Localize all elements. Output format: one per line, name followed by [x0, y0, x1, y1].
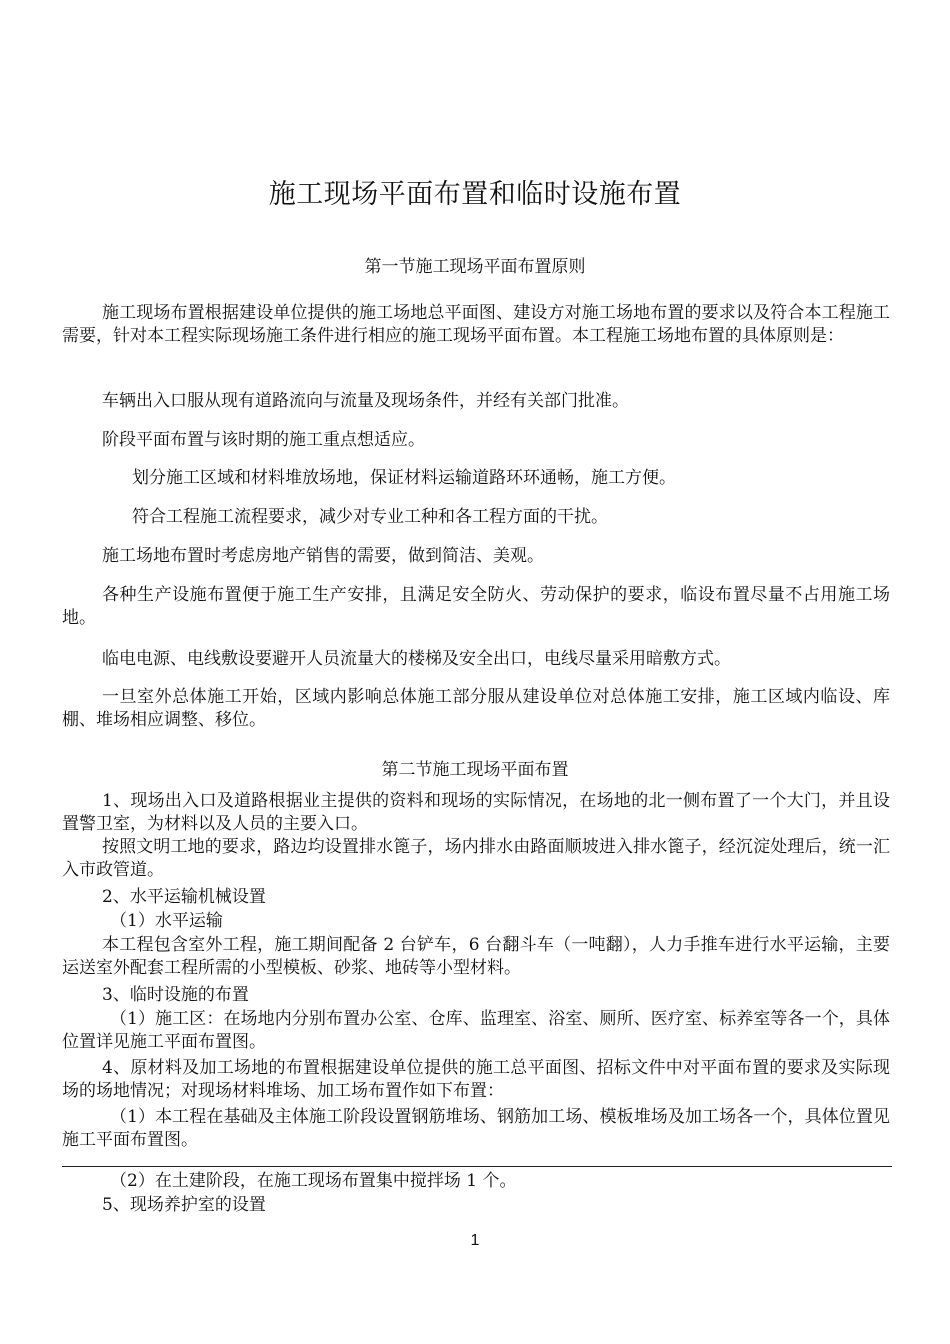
- paragraph: （1）本工程在基础及主体施工阶段设置钢筋堆场、钢筋加工场、模板堆场及加工场各一个，具体位置见施工平面布置图。: [62, 1107, 890, 1150]
- document-title: 施工现场平面布置和临时设施布置: [268, 179, 682, 210]
- paragraph: 施工现场布置根据建设单位提供的施工场地总平面图、建设方对施工场地布置的要求以及符合本工程施工需要，针对本工程实际现场施工条件进行相应的施工现场平面布置。本工程施工场地布置的具体原则是：: [62, 303, 890, 346]
- page-divider: [62, 1166, 892, 1167]
- paragraph: （2）在土建阶段，在施工现场布置集中搅拌场 1 个。: [110, 1171, 517, 1191]
- paragraph: 符合工程施工流程要求，减少对专业工种和各工程方面的干扰。: [132, 507, 608, 527]
- paragraph: 划分施工区域和材料堆放场地，保证材料运输道路环环通畅，施工方便。: [132, 468, 676, 488]
- paragraph: 4、原材料及加工场地的布置根据建设单位提供的施工总平面图、招标文件中对平面布置的要求及实际现场的场地情况；对现场材料堆场、加工场布置作如下布置：: [62, 1058, 890, 1101]
- paragraph: 一旦室外总体施工开始，区域内影响总体施工部分服从建设单位对总体施工安排，施工区域内临设、库棚、堆场相应调整、移位。: [62, 687, 890, 730]
- paragraph: 2、水平运输机械设置: [102, 887, 266, 907]
- paragraph: （1）水平运输: [110, 911, 223, 931]
- section-heading-2: 第二节施工现场平面布置: [381, 760, 569, 780]
- section-heading-1: 第一节施工现场平面布置原则: [364, 257, 586, 277]
- paragraph: 施工场地布置时考虑房地产销售的需要，做到简洁、美观。: [102, 546, 544, 566]
- paragraph: （1）施工区：在场地内分别布置办公室、仓库、监理室、浴室、厕所、医疗室、标养室等各一个，具体位置详见施工平面布置图。: [62, 1009, 890, 1052]
- paragraph: 临电电源、电线敷设要避开人员流量大的楼梯及安全出口，电线尽量采用暗敷方式。: [102, 649, 731, 669]
- paragraph: 本工程包含室外工程，施工期间配备 2 台铲车，6 台翻斗车（一吨翻），人力手推车进行水平运输，主要运送室外配套工程所需的小型模板、砂浆、地砖等小型材料。: [62, 935, 890, 978]
- paragraph: 车辆出入口服从现有道路流向与流量及现场条件，并经有关部门批准。: [102, 391, 629, 411]
- page-number: 1: [470, 1232, 480, 1249]
- paragraph: 按照文明工地的要求，路边均设置排水篦子，场内排水由路面顺坡进入排水篦子，经沉淀处理后，统一汇入市政管道。: [62, 837, 890, 880]
- paragraph: 5、现场养护室的设置: [102, 1195, 266, 1215]
- paragraph: 1、现场出入口及道路根据业主提供的资料和现场的实际情况，在场地的北一侧布置了一个大门，并且设置警卫室，为材料以及人员的主要入口。: [62, 791, 890, 834]
- paragraph: 阶段平面布置与该时期的施工重点想适应。: [102, 430, 425, 450]
- paragraph: 各种生产设施布置便于施工生产安排，且满足安全防火、劳动保护的要求，临设布置尽量不占用施工场地。: [62, 585, 890, 628]
- paragraph: 3、临时设施的布置: [102, 985, 249, 1005]
